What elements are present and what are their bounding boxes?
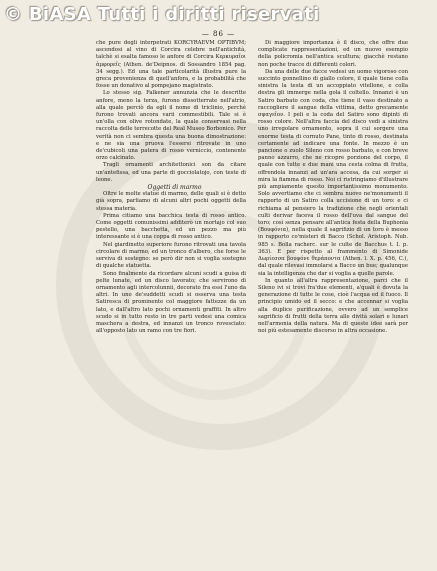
paragraph: Oltre le molte statue di marmo, delle quali si è detto già sopra, parliamo di alcuni altri pochi oggetti della stessa materia. [96,191,246,212]
paragraph: Di maggiore importanza è il disco, che offre due complicate rappresentazioni, ed un nuovo esempio della policromia nell'antica scultura; giacchè restano non poche tracce di differenti colori. [258,40,408,68]
section-heading: Oggetti di marmo [147,184,202,192]
paragraph: Nel giardinetto superiore furono ritrovati una tavola circolare di marmo, ed un tronco d'albero, che forse le serviva di sostegno: se però dir non si voglia sostegno di qualche statuetta. [96,241,246,270]
paragraph: Sono finalmente da ricordare alcuni scudi a guisa di pelte lunate, ed un disco lavorato; che servirono di ornamento agli intercolunnii, decorato fra essi l'uno da altri. In uno de'suddetti scudi si osserva una testa Satiresca di prominente col maggiore fattezze da un lato, e dall'altro lato pochi ornamenti graffiti. In altro scudo si in tutto resto in tre parti vedesi una comica maschera a destra, ed innanzi un tronco rovesciato: all'opposto lato un ramo con tre fiori. [96,270,246,335]
paragraph: che pure degli interpetrati KORCYRAEVM OPTIBVM; ascendosi al vino di Corcira celebre nell'antichità, talchè si esalta famoso le anfore di Corcira Κερκυραῖοι ἀμφορεῖς (Athen. de'Deipnos. di Sossandro 1854 pag. 34 segg.). Ed una tale particolarità illustra pure la greca provenienza di quell'anfora, e la probabilità che fosse un donativo al pompejano magistrato. [96,40,246,90]
paragraph: Prima citiamo una bacchica testa di rosso antico. Come oggetti comunissimi additerò un mortajo col suo pestello, una bacchetta, ed un pezzo ma più interessante si è una coppa di rosso antico. [96,212,246,241]
right-column [258,40,408,335]
paragraph: Tragli ornamenti architettonici son da citare un'antefissa, ed una parte di gocciolatojo, con teste di leone. [96,162,246,183]
copyright-watermark: © BiASA Tutti i diritti riservati [4,4,320,25]
paragraph: In quanto all'altra rappresentazione, parci che il Sileno ivi si trovi fra'due elementi, a'quali è dovuta la generazione di tutte le cose, cioè l'acqua ed il fuoco. Il principio umido ed il secco: e che accennar si voglia alla duplice purificazione, ovvero ad un semplice sagrificio di frutti della terra alle dività solari e lunari nell'armonia della natura. Ma di queste idee sarà per noi più estesamente discorso in altra occasione. [258,277,408,335]
paragraph: Da una delle due facce vedesi un uomo vigoroso con succinto gonnellino di giallo colore, il quale tiene colla sinistra la testa di un accoppiato vitellone, e colla destra gli immerge nella gola il coltello. Innanzi è un Satiro barbato con coda, che tiene il vaso destinato a raccogliere il sangue della vittima, detto grecamente σφαγεῖον. I peli e la coda del Satiro sono dipinti di rosso colore. Nell'altra faccia del disco vedi a sinistra uno irregolare ornamento, sopra il cui sorgere una enorme testa di cornuto Pane, tinto di rosso, destinata certamente ad indicare una fonte. In mezzo è un pancione o zuolo Sileno con rosso barbato, e con breve panno azzurro, che ne ricopre porzione del corpo, il quale con tutte e due mani una cesta colma di frutta, offrendola innanzi ad un'ara accesa, da cui sorger si mira la fiamma di rosso. Noi ci ristringiamo d'illustrare più ampiamente questo importantissimo monumento. Solo avvertiamo che ci sembra nuovo ne'monumenti il rapporto di un Satiro colla uccisione di un toro: e ci richiama al pensiero la tradizione che negli orientali culti derivar faceva il rosso dell'uva dal sangue del toro; così senza pensare all'antica festa della Buphonia (Βουφόνια), nella quale il sagrifizio di un toro è messo in rapporto co'misteri di Bacco (Schol. Aristoph. Nub. 985 s. Bolla racherc. sur le culte de Bacchus t. I. p. 363). E per rispetto al frammento di Simonide Δωρίεσσα βουφόνε θεράποντα (Athen. l. X. p. 456, C.), dal quale rilevasi immolarsi a Bacco un bue; qualunque sia la intelligenza che dar si voglia a quelle parole. [258,68,408,277]
left-column [96,40,246,335]
page-number: — 86 — [201,30,236,38]
paragraph: Lo stesso sig. Falkener annunzia che le descritte anfore, meno la terza, furono dissotterrate nell'atrio, alla quale perciò da egli il nome di triclinio, perchè furono trovati ancora varii commestibili. Tale si è un'olla con olive rotondate, la quale conservasi nella raccolta delle terrecotte del Real Museo Borbonico. Per verità non ci sembra questa una buona dimostrazione: e ne sia una pruova l'essersi ritrovate in uno de'cubicoli una patera di rosso verniccio, contenente orzo calcinato. [96,90,246,162]
